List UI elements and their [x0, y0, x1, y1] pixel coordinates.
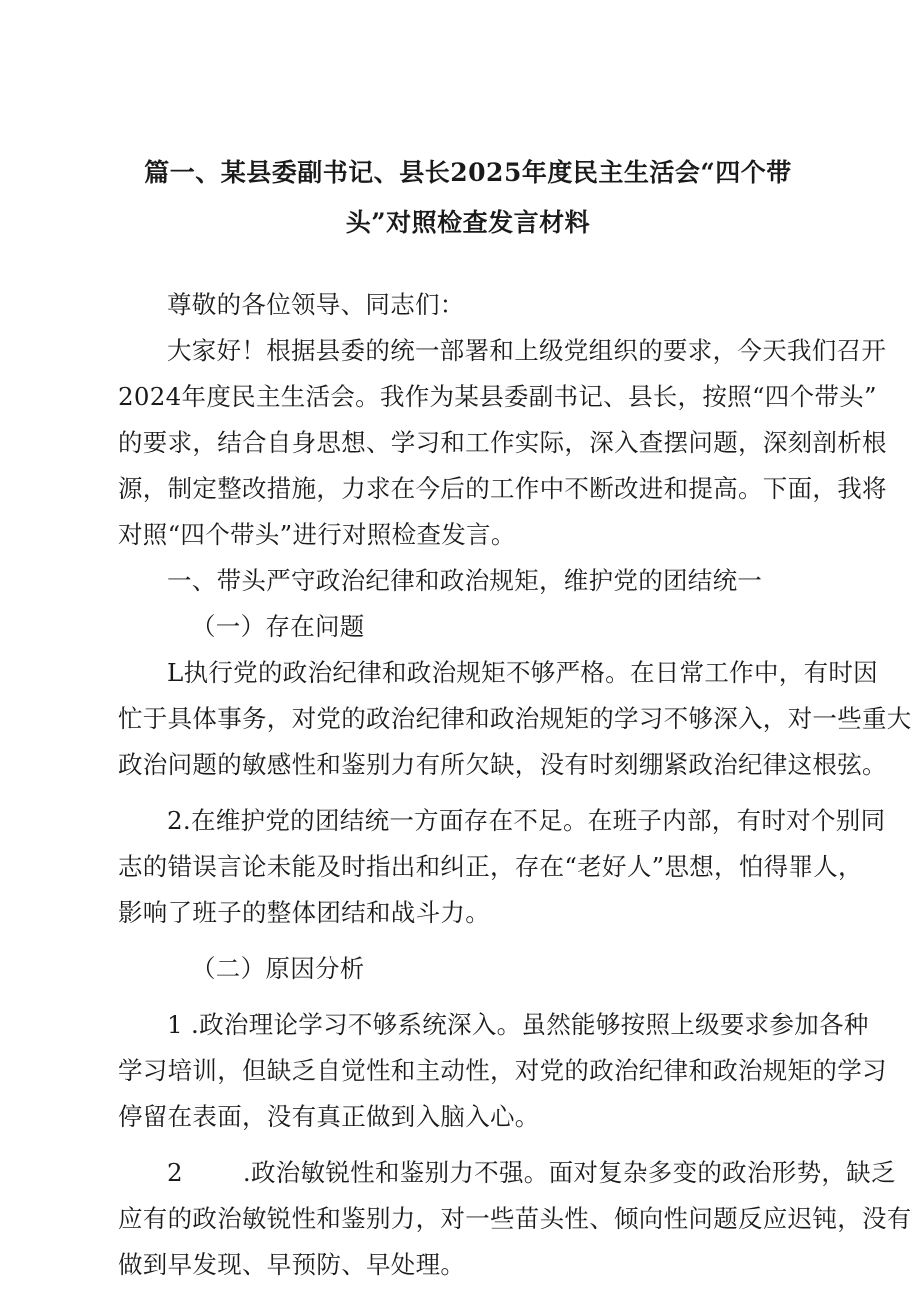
section-heading: 一、带头严守政治纪律和政治规矩，维护党的团结统一	[167, 566, 763, 595]
problem-line: 影响了班子的整体团结和战斗力。	[118, 898, 490, 927]
cause-line: 应有的政治敏锐性和鉴别力，对一些苗头性、倾向性问题反应迟钝，没有	[118, 1204, 912, 1233]
subsection-heading: （二）原因分析	[191, 954, 365, 983]
intro-line: 对照“四个带头”进行对照检查发言。	[118, 520, 516, 549]
cause-number: 2	[167, 1158, 183, 1187]
document-body	[118, 282, 912, 1288]
intro-line: 源，制定整改措施，力求在今后的工作中不断改进和提高。下面，我将	[118, 474, 887, 503]
problem-line: 政治问题的敏感性和鉴别力有所欠缺，没有时刻绷紧政治纪律这根弦。	[118, 750, 887, 779]
title-line: 头”对照检查发言材料	[345, 208, 591, 237]
cause-line	[118, 1150, 896, 1196]
problem-line: 2.在维护党的团结统一方面存在不足。在班子内部，有时对个别同	[167, 806, 886, 835]
cause-text: .政治敏锐性和鉴别力不强。面对复杂多变的政治形势，缺乏	[242, 1158, 896, 1187]
cause-line: 1 .政治理论学习不够系统深入。虽然能够按照上级要求参加各种	[167, 1010, 869, 1039]
problem-line: 志的错误言论未能及时指出和纠正，存在“老好人”思想，怕得罪人，	[118, 852, 863, 881]
problem-line: L执行党的政治纪律和政治规矩不够严格。在日常工作中，有时因	[167, 658, 878, 687]
intro-line: 2024年度民主生活会。我作为某县委副书记、县长，按照“四个带头”	[118, 382, 877, 411]
title-line: 篇一、某县委副书记、县长2025年度民主生活会“四个带	[144, 158, 792, 187]
document-title	[118, 148, 818, 248]
problem-line: 忙于具体事务，对党的政治纪律和政治规矩的学习不够深入，对一些重大	[118, 704, 912, 733]
cause-line: 停留在表面，没有真正做到入脑入心。	[118, 1102, 540, 1131]
salutation: 尊敬的各位领导、同志们：	[167, 290, 465, 319]
intro-line: 的要求，结合自身思想、学习和工作实际，深入查摆问题，深刻剖析根	[118, 428, 887, 457]
cause-line: 学习培训，但缺乏自觉性和主动性，对党的政治纪律和政治规矩的学习	[118, 1056, 887, 1085]
cause-line: 做到早发现、早预防、早处理。	[118, 1250, 466, 1279]
subsection-heading: （一）存在问题	[191, 612, 365, 641]
intro-line: 大家好！根据县委的统一部署和上级党组织的要求，今天我们召开	[167, 336, 887, 365]
